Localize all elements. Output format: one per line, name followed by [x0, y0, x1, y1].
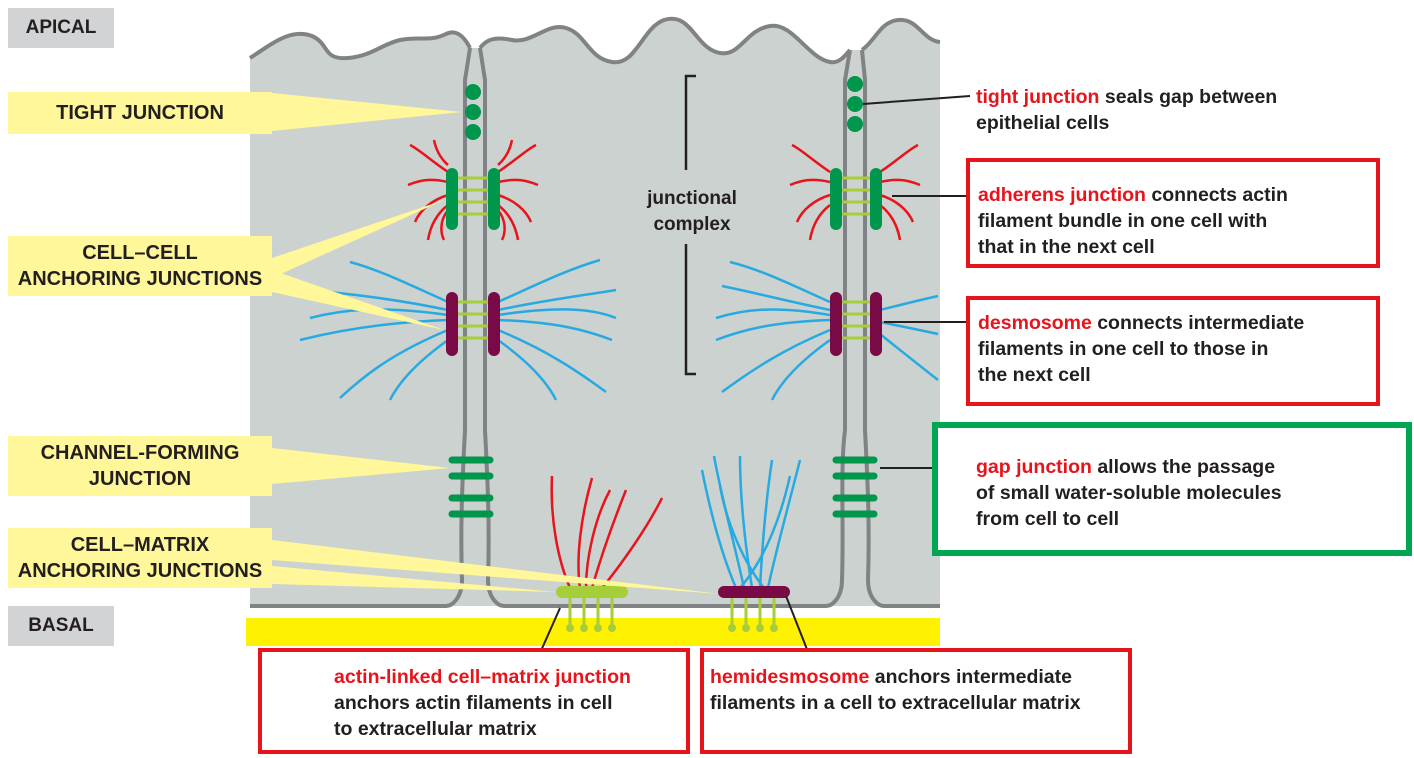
channel-forming-line2: JUNCTION — [88, 468, 192, 490]
tight-junction-text2: epithelial cells — [976, 112, 1110, 134]
hemidesmosome-text2: filaments in a cell to extracellular matrix — [710, 692, 1081, 714]
gap-text1: allows the passage — [1091, 456, 1276, 478]
basal-tag: BASAL — [8, 606, 114, 646]
cell-matrix-line1: CELL–MATRIX — [70, 534, 210, 556]
tight-junction-description — [976, 84, 1396, 136]
right-tight-junction — [847, 76, 863, 132]
channel-forming-label — [8, 436, 272, 496]
apical-membrane — [250, 19, 940, 63]
adherens-text1: connects actin — [1145, 184, 1288, 206]
desmosome-text1: connects intermediate — [1091, 312, 1305, 334]
junctional-complex-line2: complex — [653, 214, 731, 235]
actin-matrix-description — [334, 664, 684, 742]
adherens-text3: that in the next cell — [978, 236, 1155, 258]
tight-junction-term: tight junction — [976, 86, 1100, 108]
left-tight-junction — [465, 84, 481, 140]
hemidesmosome-text1: anchors intermediate — [869, 666, 1072, 688]
gap-text2: of small water-soluble molecules — [976, 482, 1282, 504]
desmosome-description — [978, 310, 1374, 388]
gap-junction-term: gap junction — [976, 456, 1092, 478]
actin-matrix-term: actin-linked cell–matrix junction — [334, 666, 631, 688]
hemidesmosome-term: hemidesmosome — [710, 666, 870, 688]
apical-tag: APICAL — [8, 8, 114, 48]
adherens-text2: filament bundle in one cell with — [978, 210, 1268, 232]
desmosome-term: desmosome — [978, 312, 1092, 334]
desmosome-text3: the next cell — [978, 364, 1091, 386]
adherens-junction-term: adherens junction — [978, 184, 1146, 206]
basal-lamina — [246, 618, 940, 646]
cell-cell-line2: ANCHORING JUNCTIONS — [17, 268, 263, 290]
adherens-junction-description — [978, 182, 1374, 260]
channel-forming-line1: CHANNEL-FORMING — [40, 442, 240, 464]
tight-junction-label-text: TIGHT JUNCTION — [56, 102, 224, 124]
tight-junction-label — [8, 92, 272, 134]
cell-cell-line1: CELL–CELL — [82, 242, 198, 264]
gap-junction-description — [976, 454, 1396, 532]
desmosome-text2: filaments in one cell to those in — [978, 338, 1269, 360]
cell-matrix-anchoring-label — [8, 528, 272, 588]
actin-matrix-text3: to extracellular matrix — [334, 718, 537, 740]
junctional-complex-label — [630, 186, 754, 238]
hemidesmosome-description — [710, 664, 1128, 716]
cell-cell-anchoring-label — [8, 236, 272, 296]
cell-matrix-line2: ANCHORING JUNCTIONS — [17, 560, 263, 582]
junctional-complex-line1: junctional — [647, 188, 737, 209]
tight-junction-text1: seals gap between — [1099, 86, 1278, 108]
actin-matrix-text2: anchors actin filaments in cell — [334, 692, 613, 714]
gap-text3: from cell to cell — [976, 508, 1120, 530]
